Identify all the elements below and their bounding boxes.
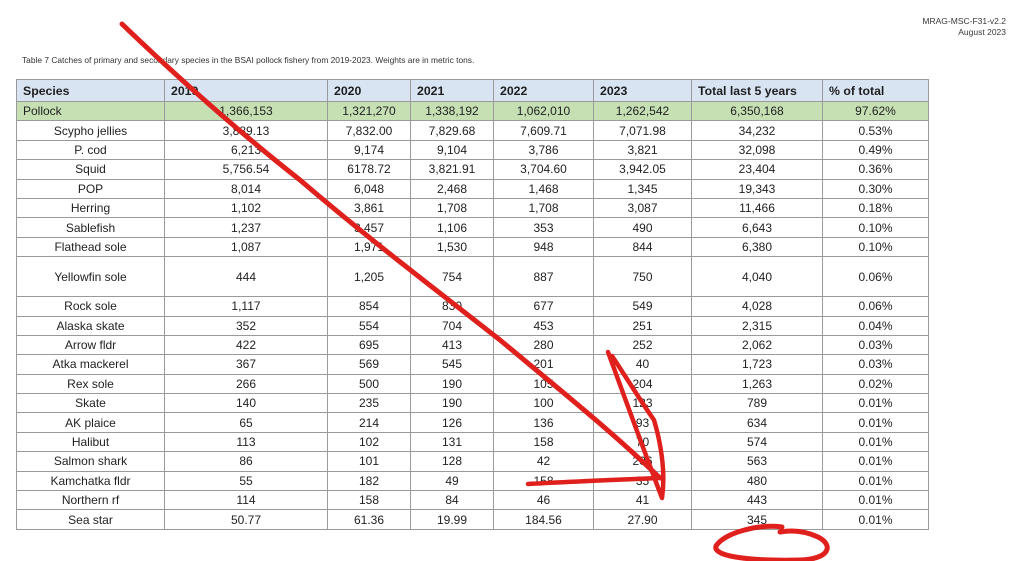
cell-y2022: 158 (494, 432, 594, 451)
cell-species: Kamchatka fldr (17, 471, 165, 490)
cell-species: Herring (17, 198, 165, 217)
cell-y2020: 1,205 (328, 257, 411, 297)
cell-y2023: 844 (594, 237, 692, 256)
cell-y2019: 113 (165, 432, 328, 451)
cell-y2022: 677 (494, 297, 594, 316)
cell-y2021: 128 (411, 452, 494, 471)
cell-total: 443 (692, 491, 823, 510)
cell-y2023: 490 (594, 218, 692, 237)
cell-y2020: 61.36 (328, 510, 411, 529)
cell-total: 32,098 (692, 140, 823, 159)
cell-y2020: 101 (328, 452, 411, 471)
cell-y2023: 3,942.05 (594, 160, 692, 179)
cell-total: 19,343 (692, 179, 823, 198)
cell-y2019: 50.77 (165, 510, 328, 529)
cell-species: Rex sole (17, 374, 165, 393)
cell-y2022: 353 (494, 218, 594, 237)
cell-total: 563 (692, 452, 823, 471)
cell-y2019: 352 (165, 316, 328, 335)
cell-percent: 0.10% (823, 237, 929, 256)
cell-y2021: 704 (411, 316, 494, 335)
cell-y2019: 266 (165, 374, 328, 393)
cell-species: Pollock (17, 102, 165, 121)
cell-percent: 0.01% (823, 452, 929, 471)
cell-percent: 0.06% (823, 257, 929, 297)
cell-percent: 0.49% (823, 140, 929, 159)
cell-y2020: 500 (328, 374, 411, 393)
cell-percent: 0.01% (823, 413, 929, 432)
cell-species: Squid (17, 160, 165, 179)
cell-total: 345 (692, 510, 823, 529)
table-row (17, 394, 929, 413)
cell-species: Arrow fldr (17, 335, 165, 354)
cell-y2019: 8,014 (165, 179, 328, 198)
cell-y2021: 190 (411, 394, 494, 413)
cell-percent: 0.01% (823, 471, 929, 490)
cell-y2020: 6178.72 (328, 160, 411, 179)
cell-total: 480 (692, 471, 823, 490)
header-2023: 2023 (594, 80, 692, 102)
table-row (17, 102, 929, 121)
cell-y2021: 830 (411, 297, 494, 316)
table-header-row (17, 80, 929, 102)
cell-y2021: 1,530 (411, 237, 494, 256)
cell-y2020: 9,174 (328, 140, 411, 159)
cell-y2020: 3,457 (328, 218, 411, 237)
cell-species: Skate (17, 394, 165, 413)
cell-y2020: 1,971 (328, 237, 411, 256)
cell-percent: 0.18% (823, 198, 929, 217)
cell-y2021: 2,468 (411, 179, 494, 198)
cell-y2023: 123 (594, 394, 692, 413)
cell-percent: 0.01% (823, 432, 929, 451)
cell-percent: 0.01% (823, 510, 929, 529)
cell-percent: 0.30% (823, 179, 929, 198)
cell-y2019: 1,237 (165, 218, 328, 237)
table-row (17, 297, 929, 316)
cell-y2020: 182 (328, 471, 411, 490)
cell-species: Sea star (17, 510, 165, 529)
cell-y2023: 27.90 (594, 510, 692, 529)
table-row (17, 335, 929, 354)
cell-y2021: 413 (411, 335, 494, 354)
cell-y2020: 7,832.00 (328, 121, 411, 140)
cell-y2020: 695 (328, 335, 411, 354)
cell-total: 6,350,168 (692, 102, 823, 121)
cell-y2021: 1,338,192 (411, 102, 494, 121)
cell-total: 11,466 (692, 198, 823, 217)
document-date: August 2023 (958, 27, 1006, 37)
cell-y2021: 1,708 (411, 198, 494, 217)
cell-y2022: 46 (494, 491, 594, 510)
cell-y2021: 131 (411, 432, 494, 451)
cell-y2021: 7,829.68 (411, 121, 494, 140)
cell-y2022: 184.56 (494, 510, 594, 529)
cell-y2023: 35 (594, 471, 692, 490)
cell-percent: 0.53% (823, 121, 929, 140)
cell-y2023: 204 (594, 374, 692, 393)
table-row (17, 413, 929, 432)
header-percent: % of total (823, 80, 929, 102)
cell-y2022: 105 (494, 374, 594, 393)
cell-total: 1,723 (692, 355, 823, 374)
cell-y2022: 158 (494, 471, 594, 490)
cell-species: Atka mackerel (17, 355, 165, 374)
cell-y2019: 1,087 (165, 237, 328, 256)
cell-percent: 0.03% (823, 335, 929, 354)
cell-y2022: 3,704.60 (494, 160, 594, 179)
header-2020: 2020 (328, 80, 411, 102)
cell-y2023: 3,087 (594, 198, 692, 217)
table-caption: Table 7 Catches of primary and secondary species in the BSAI pollock fishery from 2019-2023. Weights are in metric tons. (22, 55, 475, 65)
cell-species: Salmon shark (17, 452, 165, 471)
table-row (17, 198, 929, 217)
cell-y2023: 3,821 (594, 140, 692, 159)
red-circle-mark (716, 526, 827, 560)
cell-y2023: 1,345 (594, 179, 692, 198)
cell-y2023: 1,262,542 (594, 102, 692, 121)
cell-percent: 0.01% (823, 394, 929, 413)
table-row (17, 316, 929, 335)
cell-total: 4,040 (692, 257, 823, 297)
cell-percent: 0.03% (823, 355, 929, 374)
cell-total: 634 (692, 413, 823, 432)
table-row (17, 121, 929, 140)
cell-species: Halibut (17, 432, 165, 451)
cell-y2023: 7,071.98 (594, 121, 692, 140)
cell-percent: 0.04% (823, 316, 929, 335)
cell-y2019: 5,756.54 (165, 160, 328, 179)
cell-y2020: 235 (328, 394, 411, 413)
cell-y2022: 42 (494, 452, 594, 471)
cell-y2019: 6,213 (165, 140, 328, 159)
cell-y2020: 6,048 (328, 179, 411, 198)
cell-percent: 97.62% (823, 102, 929, 121)
document-id-code: MRAG-MSC-F31-v2.2 (922, 16, 1006, 26)
cell-total: 574 (692, 432, 823, 451)
cell-percent: 0.02% (823, 374, 929, 393)
table-row (17, 218, 929, 237)
cell-total: 2,315 (692, 316, 823, 335)
table-row (17, 160, 929, 179)
cell-y2019: 422 (165, 335, 328, 354)
header-2019: 2019 (165, 80, 328, 102)
cell-y2021: 3,821.91 (411, 160, 494, 179)
cell-y2019: 140 (165, 394, 328, 413)
cell-total: 34,232 (692, 121, 823, 140)
cell-y2022: 948 (494, 237, 594, 256)
table-row (17, 510, 929, 529)
cell-y2019: 86 (165, 452, 328, 471)
table-row (17, 179, 929, 198)
cell-percent: 0.36% (823, 160, 929, 179)
cell-y2022: 453 (494, 316, 594, 335)
cell-y2020: 569 (328, 355, 411, 374)
cell-y2023: 93 (594, 413, 692, 432)
cell-species: AK plaice (17, 413, 165, 432)
cell-y2022: 7,609.71 (494, 121, 594, 140)
cell-y2023: 206 (594, 452, 692, 471)
table-row (17, 237, 929, 256)
cell-y2022: 1,708 (494, 198, 594, 217)
cell-y2020: 3,861 (328, 198, 411, 217)
table-row (17, 257, 929, 297)
cell-y2020: 854 (328, 297, 411, 316)
cell-species: Northern rf (17, 491, 165, 510)
cell-y2023: 750 (594, 257, 692, 297)
cell-y2022: 887 (494, 257, 594, 297)
cell-y2023: 549 (594, 297, 692, 316)
cell-y2019: 444 (165, 257, 328, 297)
cell-y2022: 1,062,010 (494, 102, 594, 121)
cell-species: Scypho jellies (17, 121, 165, 140)
cell-y2020: 158 (328, 491, 411, 510)
cell-y2019: 3,889.13 (165, 121, 328, 140)
cell-y2019: 1,117 (165, 297, 328, 316)
cell-y2019: 55 (165, 471, 328, 490)
cell-y2023: 251 (594, 316, 692, 335)
cell-total: 23,404 (692, 160, 823, 179)
cell-percent: 0.06% (823, 297, 929, 316)
cell-y2021: 1,106 (411, 218, 494, 237)
cell-total: 4,028 (692, 297, 823, 316)
cell-y2021: 84 (411, 491, 494, 510)
document-id (922, 16, 1006, 38)
cell-species: Flathead sole (17, 237, 165, 256)
cell-total: 6,643 (692, 218, 823, 237)
cell-y2022: 1,468 (494, 179, 594, 198)
header-species: Species (17, 80, 165, 102)
cell-y2019: 114 (165, 491, 328, 510)
cell-y2019: 65 (165, 413, 328, 432)
cell-y2021: 19.99 (411, 510, 494, 529)
cell-y2019: 367 (165, 355, 328, 374)
cell-y2021: 126 (411, 413, 494, 432)
cell-y2021: 49 (411, 471, 494, 490)
header-2021: 2021 (411, 80, 494, 102)
catch-table (16, 79, 929, 530)
table-row (17, 374, 929, 393)
cell-y2022: 201 (494, 355, 594, 374)
cell-y2020: 554 (328, 316, 411, 335)
table-row (17, 140, 929, 159)
cell-y2019: 1,102 (165, 198, 328, 217)
cell-y2020: 102 (328, 432, 411, 451)
cell-y2021: 545 (411, 355, 494, 374)
cell-y2022: 280 (494, 335, 594, 354)
cell-y2023: 41 (594, 491, 692, 510)
cell-species: POP (17, 179, 165, 198)
cell-species: Alaska skate (17, 316, 165, 335)
cell-species: P. cod (17, 140, 165, 159)
cell-y2020: 214 (328, 413, 411, 432)
cell-y2021: 190 (411, 374, 494, 393)
table-row (17, 471, 929, 490)
cell-percent: 0.01% (823, 491, 929, 510)
cell-total: 1,263 (692, 374, 823, 393)
cell-total: 2,062 (692, 335, 823, 354)
table-row (17, 355, 929, 374)
cell-species: Sablefish (17, 218, 165, 237)
header-total: Total last 5 years (692, 80, 823, 102)
cell-y2023: 70 (594, 432, 692, 451)
cell-species: Rock sole (17, 297, 165, 316)
cell-y2022: 136 (494, 413, 594, 432)
cell-y2022: 3,786 (494, 140, 594, 159)
cell-total: 789 (692, 394, 823, 413)
table-row (17, 432, 929, 451)
cell-y2020: 1,321,270 (328, 102, 411, 121)
cell-percent: 0.10% (823, 218, 929, 237)
cell-species: Yellowfin sole (17, 257, 165, 297)
header-2022: 2022 (494, 80, 594, 102)
table-row (17, 491, 929, 510)
cell-y2023: 40 (594, 355, 692, 374)
cell-total: 6,380 (692, 237, 823, 256)
cell-y2021: 754 (411, 257, 494, 297)
table-row (17, 452, 929, 471)
cell-y2019: 1,366,153 (165, 102, 328, 121)
cell-y2022: 100 (494, 394, 594, 413)
cell-y2023: 252 (594, 335, 692, 354)
cell-y2021: 9,104 (411, 140, 494, 159)
